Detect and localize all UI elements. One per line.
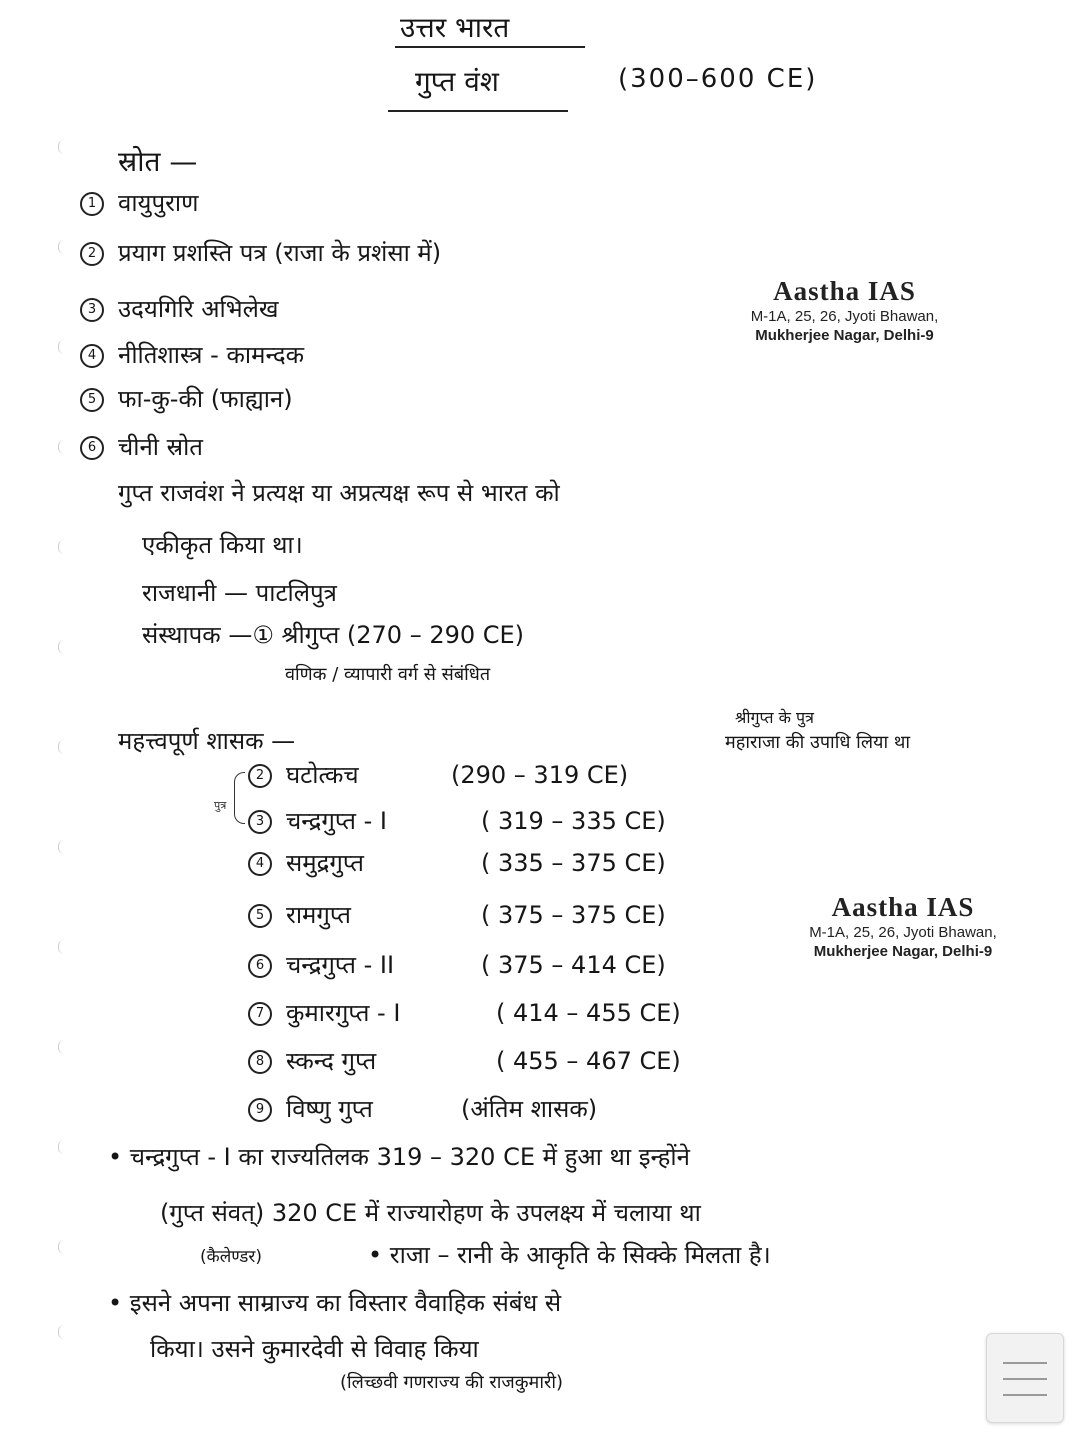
- note-line: किया। उसने कुमारदेवी से विवाह किया: [150, 1335, 479, 1363]
- item-number: 5: [80, 388, 104, 412]
- rulers-heading: महत्त्वपूर्ण शासक —: [118, 727, 296, 755]
- ruler-item: [248, 898, 666, 931]
- ruler-item: [248, 996, 681, 1029]
- item-number: 1: [80, 192, 104, 216]
- stamp-address: Mukherjee Nagar, Delhi-9: [813, 943, 993, 960]
- item-number: 4: [248, 852, 272, 876]
- stamp-address: M-1A, 25, 26, Jyoti Bhawan,: [809, 924, 997, 941]
- founder-note: वणिक / व्यापारी वर्ग से संबंधित: [285, 664, 491, 685]
- ruler-item: [248, 948, 666, 981]
- item-number: 6: [248, 954, 272, 978]
- rulers-side-note-top: श्रीगुप्त के पुत्र: [735, 708, 814, 727]
- ruler-item: [248, 804, 666, 837]
- ruler-years: (290 – 319 CE): [451, 761, 629, 789]
- capital-line: राजधानी — पाटलिपुत्र: [142, 579, 337, 607]
- ruler-years: ( 455 – 467 CE): [496, 1047, 681, 1075]
- ruler-name: चन्द्रगुप्त - I: [286, 807, 387, 835]
- ruler-years: ( 319 – 335 CE): [481, 807, 666, 835]
- ruler-name: रामगुप्त: [286, 901, 351, 929]
- source-item: [80, 430, 203, 463]
- ruler-years: (अंतिम शासक): [461, 1095, 598, 1123]
- note-line: (लिच्छवी गणराज्य की राजकुमारी): [340, 1372, 564, 1393]
- note-line: • राजा – रानी के आकृति के सिक्के मिलता है।: [368, 1241, 771, 1269]
- source-item: [80, 236, 441, 269]
- intro-line: एकीकृत किया था।: [142, 531, 303, 559]
- ruler-name: चन्द्रगुप्त - II: [286, 951, 395, 979]
- source-text: वायुपुराण: [118, 189, 199, 217]
- institute-stamp: [788, 892, 1018, 961]
- item-number: 6: [80, 436, 104, 460]
- sources-heading: स्रोत —: [118, 145, 198, 178]
- note-line: (गुप्त संवत्) 320 CE में राज्यारोहण के उपलक्ष्य में चलाया था: [160, 1199, 701, 1227]
- ruler-name: घटोत्कच: [286, 761, 359, 789]
- ruler-years: ( 335 – 375 CE): [481, 849, 666, 877]
- source-text: उदयगिरि अभिलेख: [118, 295, 279, 323]
- item-number: 2: [248, 764, 272, 788]
- title-underline: [388, 110, 568, 112]
- stamp-name: Aastha IAS: [831, 892, 975, 922]
- binder-margin: [0, 0, 80, 1442]
- item-number: 2: [80, 242, 104, 266]
- ruler-years: ( 375 – 375 CE): [481, 901, 666, 929]
- ruler-item: [248, 758, 628, 791]
- ruler-years: ( 375 – 414 CE): [481, 951, 666, 979]
- title-underline: [395, 46, 585, 48]
- ruler-name: स्कन्द गुप्त: [286, 1047, 377, 1075]
- source-text: प्रयाग प्रशस्ति पत्र (राजा के प्रशंसा में): [118, 239, 442, 267]
- stamp-address: M-1A, 25, 26, Jyoti Bhawan,: [750, 308, 939, 325]
- dynasty-period: (300–600 CE): [618, 64, 818, 94]
- note-line: • चन्द्रगुप्त - I का राज्यतिलक 319 – 320 CE में हुआ था इन्होंने: [108, 1143, 690, 1171]
- hamburger-menu-button[interactable]: [986, 1333, 1064, 1423]
- ruler-item: [248, 846, 666, 879]
- bracket-mark: [234, 772, 245, 824]
- ruler-name: विष्णु गुप्त: [286, 1095, 373, 1123]
- item-number: 4: [80, 344, 104, 368]
- stamp-address: Mukherjee Nagar, Delhi-9: [755, 327, 934, 344]
- item-number: 9: [248, 1098, 272, 1122]
- item-number: 7: [248, 1002, 272, 1026]
- source-item: [80, 292, 279, 325]
- institute-stamp: [732, 276, 957, 345]
- ruler-item: [248, 1044, 681, 1077]
- note-line: (कैलेण्डर): [200, 1247, 262, 1267]
- item-number: 5: [248, 904, 272, 928]
- item-number: 3: [248, 810, 272, 834]
- item-number: 8: [248, 1050, 272, 1074]
- source-item: [80, 382, 293, 415]
- bracket-label: पुत्र: [214, 799, 227, 812]
- rulers-side-note: महाराजा की उपाधि लिया था: [725, 732, 911, 753]
- ruler-item: [248, 1092, 597, 1125]
- source-text: चीनी स्रोत: [118, 433, 203, 461]
- source-item: [80, 186, 199, 219]
- region-title: उत्तर भारत: [400, 11, 510, 44]
- stamp-name: Aastha IAS: [773, 276, 916, 306]
- founder-line: संस्थापक —① श्रीगुप्त (270 – 290 CE): [142, 621, 525, 649]
- dynasty-title: गुप्त वंश: [415, 65, 499, 98]
- ruler-name: कुमारगुप्त - I: [286, 999, 401, 1027]
- source-text: फा-कु-की (फाह्यान): [118, 385, 293, 413]
- source-text: नीतिशास्त्र - कामन्दक: [118, 341, 305, 369]
- ruler-years: ( 414 – 455 CE): [496, 999, 681, 1027]
- ruler-name: समुद्रगुप्त: [286, 849, 364, 877]
- note-line: • इसने अपना साम्राज्य का विस्तार वैवाहिक संबंध से: [108, 1289, 562, 1317]
- source-item: [80, 338, 304, 371]
- intro-line: गुप्त राजवंश ने प्रत्यक्ष या अप्रत्यक्ष रूप से भारत को: [118, 479, 560, 507]
- item-number: 3: [80, 298, 104, 322]
